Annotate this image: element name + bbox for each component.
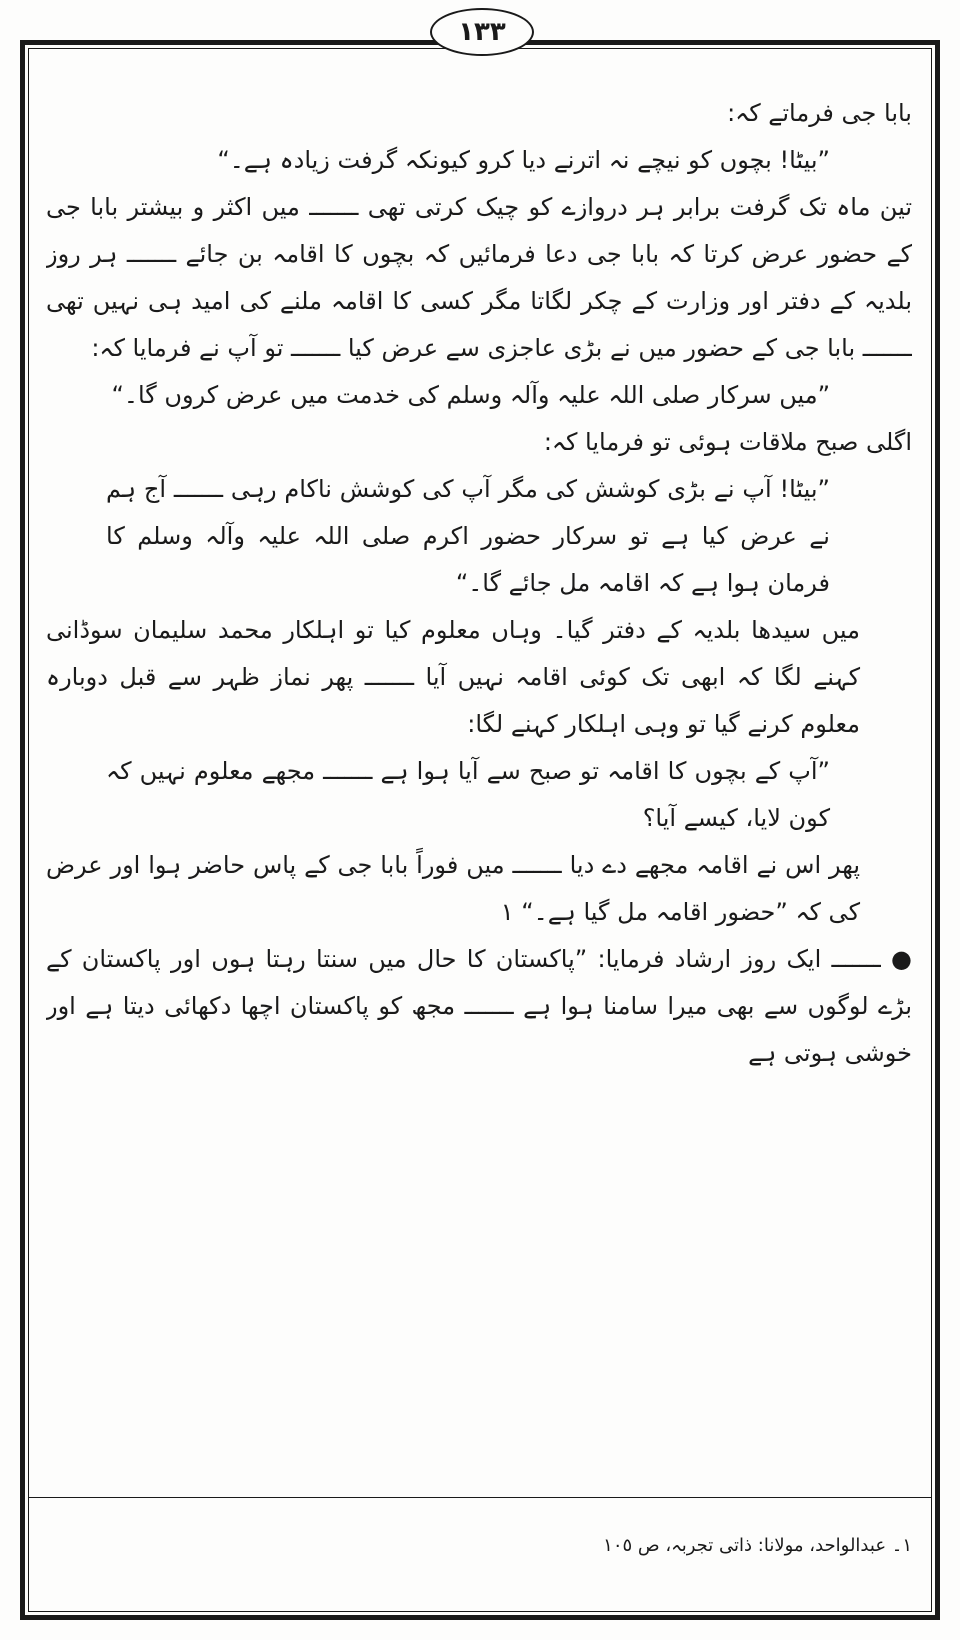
footnote: ١۔ عبدالواحد، مولانا: ذاتی تجربہ، ص ١٠٥ xyxy=(603,1535,912,1556)
paragraph-three-months: تین ماہ تک گرفت برابر ہر دروازے کو چیک کرتی تھی ـــــــ میں اکثر و بیشتر بابا جی کے حضور عرض کرتا کہ بابا جی دعا فرمائیں کہ بچوں کا اقامہ بن جائے ـــــــ ہر روز بلدیہ کے دفتر اور وزارت کے چکر لگاتا مگر کسی کا اقامہ ملنے کی امید ہی نہیں تھی ـــــــ بابا جی کے حضور میں نے بڑی عاجزی سے عرض کیا ـــــــ تو آپ نے فرمایا کہ: xyxy=(46,193,912,362)
paragraph-next-morning: اگلی صبح ملاقات ہوئی تو فرمایا کہ: xyxy=(543,428,912,456)
paragraph-pakistan: ● ـــــــ ایک روز ارشاد فرمایا: ”پاکستان کا حال میں سنتا رہتا ہوں اور پاکستان کے بڑے لوگوں سے بھی میرا سامنا ہوا ہے ـــــــ مجھ کو پاکستان اچھا دکھائی دیتا ہے اور خوشی ہوتی ہے xyxy=(46,945,912,1067)
paragraph-received: پھر اس نے اقامہ مجھے دے دیا ـــــــ میں فوراً بابا جی کے پاس حاضر ہوا اور عرض کی کہ ”حضور اقامہ مل گیا ہے۔“ ١ xyxy=(46,851,860,926)
quote-children: ”بیٹا! بچوں کو نیچے نہ اترنے دیا کرو کیونکہ گرفت زیادہ ہے۔“ xyxy=(217,146,830,174)
footnote-divider xyxy=(28,1497,932,1498)
page-number: ١٣٣ xyxy=(430,8,534,56)
quote-effort: ”بیٹا! آپ نے بڑی کوشش کی مگر آپ کی کوشش ناکام رہی ـــــــ آج ہم نے عرض کیا ہے تو سرکار حضور اکرم صلی اللہ علیہ وآلہ وسلم کا فرمان ہوا ہے کہ اقامہ مل جائے گا۔“ xyxy=(106,475,830,597)
paragraph-baladia: میں سیدھا بلدیہ کے دفتر گیا۔ وہاں معلوم کیا تو اہلکار محمد سلیمان سوڈانی کہنے لگا کہ ابھی تک کوئی اقامہ نہیں آیا ـــــــ پھر نماز ظہر سے قبل دوبارہ معلوم کرنے گیا تو وہی اہلکار کہنے لگا: xyxy=(46,616,860,738)
main-text xyxy=(46,90,912,1480)
paragraph-intro: بابا جی فرماتے کہ: xyxy=(727,99,912,127)
quote-iqama-arrived: ”آپ کے بچوں کا اقامہ تو صبح سے آیا ہوا ہے ـــــــ مجھے معلوم نہیں کہ کون لایا، کیسے آیا؟ xyxy=(106,757,830,832)
quote-sarkar: ”میں سرکار صلی اللہ علیہ وآلہ وسلم کی خدمت میں عرض کروں گا۔“ xyxy=(111,381,830,409)
